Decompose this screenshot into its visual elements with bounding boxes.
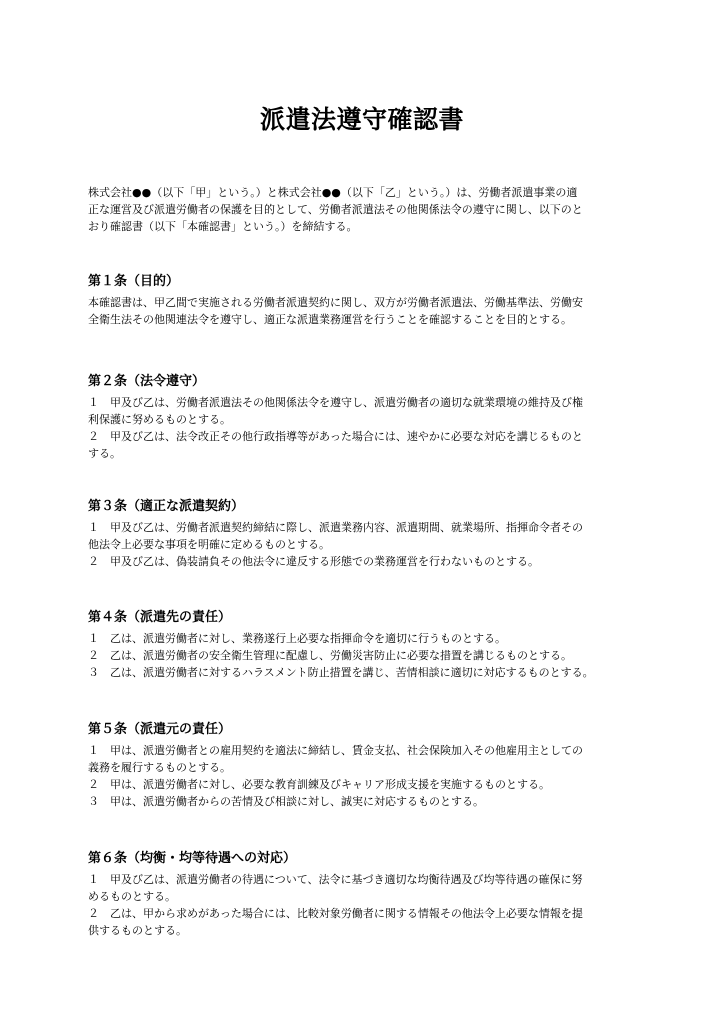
article-line: ２ 乙は、派遣労働者の安全衛生管理に配慮し、労働災害防止に必要な措置を講じるものとする。: [88, 649, 572, 662]
intro-line: 株式会社●●（以下「甲」という。）と株式会社●●（以下「乙」という。）は、労働者派遣事業の適: [88, 186, 578, 199]
article-4: [88, 608, 648, 681]
article-line: １ 甲及び乙は、労働者派遣法その他関係法令を遵守し、派遣労働者の適切な就業環境の維持及び権: [88, 396, 583, 409]
article-line: ２ 甲及び乙は、法令改正その他行政指導等があった場合には、速やかに必要な対応を講じるものと: [88, 430, 583, 443]
document-title: 派遣法遵守確認書: [259, 105, 464, 134]
article-line: １ 甲及び乙は、労働者派遣契約締結に際し、派遣業務内容、派遣期間、就業場所、指揮命令者その: [88, 521, 583, 534]
article-heading: 第２条（法令遵守）: [88, 374, 206, 389]
article-heading: 第３条（適正な派遣契約）: [88, 499, 245, 514]
article-1: [88, 272, 648, 328]
article-line: めるものとする。: [88, 890, 176, 903]
article-line: ３ 乙は、派遣労働者に対するハラスメント防止措置を講じ、苦情相談に適切に対応するものとする。: [88, 666, 594, 679]
article-line: 義務を履行するものとする。: [88, 761, 231, 774]
article-heading: 第６条（均衡・均等待遇への対応）: [88, 851, 297, 866]
article-body: [88, 630, 648, 681]
article-line: ２ 乙は、甲から求めがあった場合には、比較対象労働者に関する情報その他法令上必要な情報を提: [88, 907, 583, 920]
article-2: [88, 372, 648, 462]
article-line: 利保護に努めるものとする。: [88, 413, 231, 426]
article-line: ２ 甲及び乙は、偽装請負その他法令に違反する形態での業務運営を行わないものとする。: [88, 555, 539, 568]
article-body: [88, 519, 648, 570]
article-body: [88, 742, 648, 810]
intro-line: おり確認書（以下「本確認書」という。）を締結する。: [88, 220, 358, 233]
article-heading: 第４条（派遣先の責任）: [88, 610, 232, 625]
article-line: ３ 甲は、派遣労働者からの苦情及び相談に対し、誠実に対応するものとする。: [88, 795, 484, 808]
article-body: [88, 394, 648, 462]
article-line: する。: [88, 447, 121, 460]
article-line: １ 甲及び乙は、派遣労働者の待遇について、法令に基づき適切な均衡待遇及び均等待遇の確保に努: [88, 873, 583, 886]
intro-paragraph: [88, 184, 638, 235]
article-line: 本確認書は、甲乙間で実施される労働者派遣契約に関し、双方が労働者派遣法、労働基準法、労働安: [88, 296, 583, 309]
article-6: [88, 849, 648, 939]
article-line: １ 乙は、派遣労働者に対し、業務遂行上必要な指揮命令を適切に行うものとする。: [88, 632, 506, 645]
article-line: 全衛生法その他関連法令を遵守し、適正な派遣業務運営を行うことを確認することを目的とする。: [88, 313, 572, 326]
article-5: [88, 720, 648, 810]
article-heading: 第１条（目的）: [88, 274, 180, 289]
article-line: 他法令上必要な事項を明確に定めるものとする。: [88, 538, 330, 551]
article-heading: 第５条（派遣元の責任）: [88, 722, 232, 737]
article-line: 供するものとする。: [88, 924, 187, 937]
article-line: １ 甲は、派遣労働者との雇用契約を適法に締結し、賃金支払、社会保険加入その他雇用主としての: [88, 744, 583, 757]
article-body: [88, 871, 648, 939]
intro-line: 正な運営及び派遣労働者の保護を目的として、労働者派遣法その他関係法令の遵守に関し、以下のと: [88, 203, 583, 216]
article-3: [88, 497, 648, 570]
article-line: ２ 甲は、派遣労働者に対し、必要な教育訓練及びキャリア形成支援を実施するものとする。: [88, 778, 550, 791]
article-body: [88, 294, 648, 328]
